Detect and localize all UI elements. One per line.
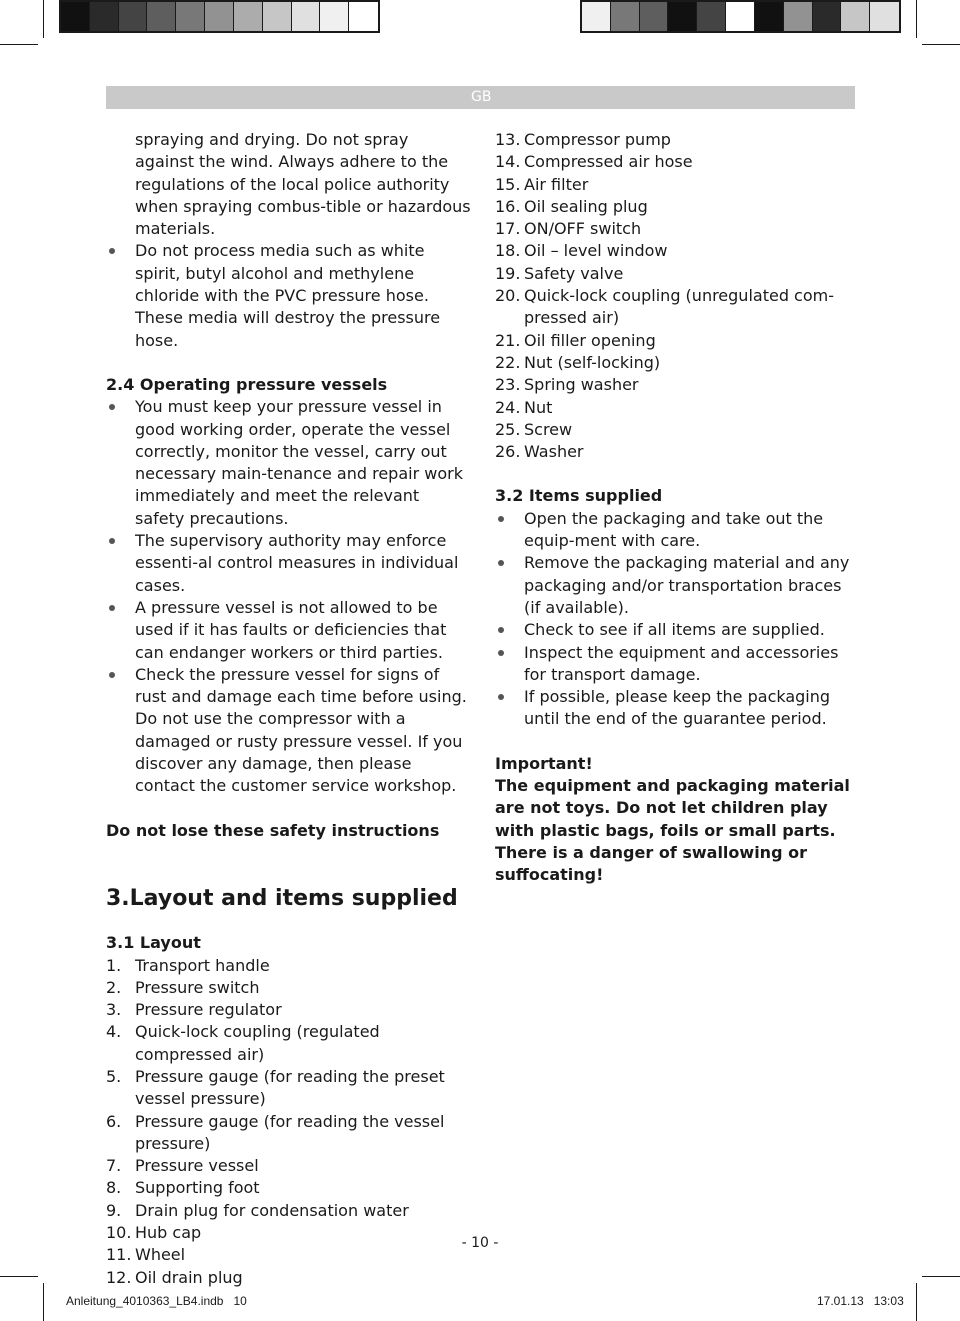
list-item [106, 1021, 471, 1066]
crop-mark [916, 1283, 917, 1321]
list-item [495, 240, 855, 262]
list-item-text: Pressure gauge (for reading the preset vessel pressure) [135, 1066, 445, 1109]
list-item [106, 1200, 471, 1222]
right-column [495, 129, 855, 887]
bullet-item: Inspect the equipment and accessories for transport damage. [495, 642, 855, 687]
color-bar-right [580, 0, 901, 33]
bullet-item: Open the packaging and take out the equip-ment with care. [495, 508, 855, 553]
color-swatch [668, 2, 697, 31]
crop-mark [0, 44, 38, 45]
color-bar-left [59, 0, 380, 33]
color-swatch [870, 2, 899, 31]
bullet-list-2-4 [106, 396, 471, 797]
color-swatch [176, 2, 205, 31]
list-item-number: 3. [106, 1000, 122, 1020]
list-item-number: 18. [495, 241, 521, 261]
color-swatch [841, 2, 870, 31]
list-item [106, 999, 471, 1021]
color-swatch [784, 2, 813, 31]
list-item-number: 9. [106, 1200, 122, 1220]
section-2-4-title: 2.4 Operating pressure vessels [106, 374, 388, 394]
bullet-item: If possible, please keep the packaging until the end of the guarantee period. [495, 686, 855, 731]
list-item-number: 2. [106, 977, 122, 997]
color-swatch [61, 2, 90, 31]
color-swatch [755, 2, 784, 31]
list-item [495, 196, 855, 218]
language-tag: GB [471, 89, 492, 105]
intro-paragraph: spraying and drying. Do not spray against the wind. Always adhere to the regulations of the local police authority when spraying combus-tible or hazardous materials. [135, 130, 471, 239]
list-item-text: Wheel [135, 1245, 186, 1265]
list-item-number: 21. [495, 330, 521, 350]
list-item-text: Supporting foot [135, 1178, 260, 1198]
list-item-number: 12. [106, 1267, 132, 1287]
color-swatch [349, 2, 378, 31]
color-swatch [147, 2, 176, 31]
list-item [495, 441, 855, 463]
list-item-text: Nut [524, 397, 553, 417]
color-swatch [611, 2, 640, 31]
color-swatch [263, 2, 292, 31]
list-item-text: Washer [524, 442, 584, 462]
left-column [106, 129, 471, 1289]
color-swatch [726, 2, 755, 31]
layout-list-continued [495, 129, 855, 463]
list-item [495, 374, 855, 396]
list-item-text: Pressure switch [135, 977, 260, 997]
color-swatch [234, 2, 263, 31]
color-swatch [90, 2, 119, 31]
list-item-text: Oil sealing plug [524, 196, 648, 216]
color-swatch [320, 2, 349, 31]
list-item-text: Spring washer [524, 375, 639, 395]
section-3-2-title: 3.2 Items supplied [495, 486, 663, 506]
list-item [106, 977, 471, 999]
list-item-text: Oil filler opening [524, 330, 656, 350]
list-item-text: Nut (self-locking) [524, 352, 661, 372]
list-item-text: Pressure regulator [135, 1000, 282, 1020]
crop-mark [43, 1283, 44, 1321]
color-swatch [813, 2, 842, 31]
list-item [106, 1267, 471, 1289]
list-item-text: Hub cap [135, 1223, 202, 1243]
list-item-number: 8. [106, 1178, 122, 1198]
color-swatch [119, 2, 148, 31]
list-item [495, 174, 855, 196]
list-item-text: Compressor pump [524, 130, 671, 149]
color-swatch [292, 2, 321, 31]
list-item [106, 1155, 471, 1177]
list-item-number: 10. [106, 1223, 132, 1243]
color-swatch [697, 2, 726, 31]
list-item-number: 23. [495, 375, 521, 395]
list-item-number: 7. [106, 1156, 122, 1176]
keep-instructions-note: Do not lose these safety instructions [106, 820, 440, 840]
list-item-number: 4. [106, 1022, 122, 1042]
section-3-1-title: 3.1 Layout [106, 933, 201, 953]
list-item [495, 352, 855, 374]
list-item-number: 24. [495, 397, 521, 417]
chapter-3-title: 3.Layout and items supplied [106, 885, 458, 911]
slug-date: 17.01.13 13:03 [817, 1294, 904, 1308]
list-item [495, 285, 855, 330]
list-item-number: 16. [495, 196, 521, 216]
list-item-text: Drain plug for condensation water [135, 1200, 409, 1220]
important-title: Important! [495, 753, 593, 773]
list-item [495, 330, 855, 352]
header-band [106, 86, 855, 109]
list-item [495, 397, 855, 419]
crop-mark [922, 44, 960, 45]
list-item [106, 1111, 471, 1156]
list-item-text: Oil drain plug [135, 1267, 243, 1287]
list-item-text: ON/OFF switch [524, 219, 642, 239]
list-item [495, 218, 855, 240]
important-text: The equipment and packaging material are not toys. Do not let children play with plastic bags, foils or small parts. There is a danger of swallowing or suffocating! [495, 776, 850, 885]
bullet-item: You must keep your pressure vessel in good working order, operate the vessel correctly, monitor the vessel, carry out necessary main-tenance and repair work immediately and meet the relevant safety precautions. [106, 396, 471, 530]
color-swatch [205, 2, 234, 31]
list-item-number: 17. [495, 219, 521, 239]
list-item [106, 1177, 471, 1199]
list-item-number: 26. [495, 442, 521, 462]
list-item [495, 129, 855, 151]
list-item-number: 11. [106, 1245, 132, 1265]
list-item-text: Pressure vessel [135, 1156, 259, 1176]
list-item [106, 955, 471, 977]
page-number: - 10 - [461, 1235, 499, 1251]
list-item-number: 15. [495, 174, 521, 194]
list-item-number: 25. [495, 419, 521, 439]
list-item-number: 6. [106, 1111, 122, 1131]
bullet-item: Check the pressure vessel for signs of rust and damage each time before using. Do not use the compressor with a damaged or rusty pressure vessel. If you discover any damage, then please contact the customer service workshop. [106, 664, 471, 798]
slug-file: Anleitung_4010363_LB4.indb 10 [66, 1294, 247, 1308]
list-item-number: 22. [495, 352, 521, 372]
list-item [495, 419, 855, 441]
bullet-item: The supervisory authority may enforce essenti-al control measures in individual cases. [106, 530, 471, 597]
intro-bullet: Do not process media such as white spirit, butyl alcohol and methylene chloride with the PVC pressure hose. These media will destroy the pressure hose. [106, 240, 471, 351]
list-item [106, 1066, 471, 1111]
list-item-number: 14. [495, 152, 521, 172]
list-item-text: Screw [524, 419, 573, 439]
list-item-number: 19. [495, 263, 521, 283]
list-item-number: 13. [495, 130, 521, 149]
list-item-number: 5. [106, 1066, 122, 1086]
bullet-list-3-2 [495, 508, 855, 731]
list-item [495, 151, 855, 173]
list-item-text: Quick-lock coupling (unregulated com-pressed air) [524, 286, 834, 328]
list-item-text: Oil – level window [524, 241, 668, 261]
list-item-text: Pressure gauge (for reading the vessel pressure) [135, 1111, 445, 1153]
bullet-item: A pressure vessel is not allowed to be used if it has faults or deficiencies that can endanger workers or third parties. [106, 597, 471, 664]
list-item-text: Transport handle [135, 955, 270, 975]
list-item-text: Compressed air hose [524, 152, 693, 172]
color-swatch [640, 2, 669, 31]
bullet-item: Remove the packaging material and any packaging and/or transportation braces (if available). [495, 552, 855, 619]
crop-mark [43, 0, 44, 38]
list-item-text: Air filter [524, 174, 589, 194]
crop-mark [916, 0, 917, 38]
list-item-text: Safety valve [524, 263, 624, 283]
list-item [495, 263, 855, 285]
crop-mark [922, 1276, 960, 1277]
bullet-item: Check to see if all items are supplied. [495, 619, 855, 641]
list-item-number: 20. [495, 286, 521, 306]
crop-mark [0, 1276, 38, 1277]
list-item-text: Quick-lock coupling (regulated compressed air) [135, 1022, 380, 1064]
list-item-number: 1. [106, 955, 122, 975]
color-swatch [582, 2, 611, 31]
